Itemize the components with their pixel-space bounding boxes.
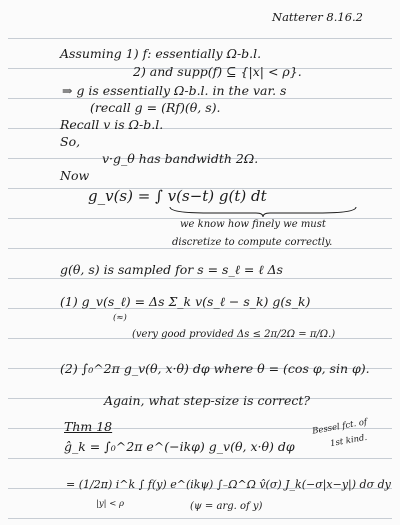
recall-g-line: (recall g = (Rf)(θ, s). bbox=[90, 100, 221, 115]
bessel-note-1: Bessel fct. of bbox=[311, 417, 368, 437]
bessel-note-2: 1st kind. bbox=[329, 432, 368, 450]
bandwidth-line: v·g_θ has bandwidth 2Ω. bbox=[102, 151, 259, 166]
assumption-1: Assuming 1) f: essentially Ω-b.l. bbox=[60, 46, 262, 61]
item-2-formula: (2) ∫₀^2π g_v(θ, x·θ) dφ where θ = (cos φ, sin φ). bbox=[60, 361, 370, 376]
item-1-formula: (1) g_v(s_ℓ) = Δs Σ_k v(s_ℓ − s_k) g(s_k) bbox=[60, 294, 311, 309]
sampling-line: g(θ, s) is sampled for s = s_ℓ = ℓ Δs bbox=[60, 262, 283, 277]
bessel-expansion: = (1/2π) i^k ∫ f(y) e^(ikψ) ∫₋Ω^Ω v̂(σ) J_k(−σ|x−y|) dσ dy bbox=[66, 478, 391, 491]
underbrace bbox=[168, 205, 358, 217]
question-line: Again, what step-size is correct? bbox=[104, 393, 311, 408]
psi-definition: (ψ = arg. of y) bbox=[190, 501, 263, 512]
implication-line: ⇒ g is essentially Ω-b.l. in the var. s bbox=[62, 83, 287, 98]
ghat-formula: ĝ_k = ∫₀^2π e^(−ikφ) g_v(θ, x·θ) dφ bbox=[64, 439, 295, 454]
ruled-line bbox=[8, 458, 392, 459]
note-line-2: discretize to compute correctly. bbox=[172, 237, 333, 248]
convolution-formula: g_v(s) = ∫ v(s−t) g(t) dt bbox=[88, 187, 267, 205]
theorem-label: Thm 18 bbox=[64, 419, 113, 434]
ruled-line bbox=[8, 98, 392, 99]
so-label: So, bbox=[60, 134, 81, 149]
ruled-line bbox=[8, 518, 392, 519]
ruled-line bbox=[8, 38, 392, 39]
note-line-1: we know how finely we must bbox=[180, 219, 326, 230]
item-1-condition: (very good provided Δs ≤ 2π/2Ω = π/Ω.) bbox=[132, 329, 336, 340]
now-label: Now bbox=[60, 168, 90, 183]
ruled-line bbox=[8, 278, 392, 279]
item-1-approx: (≈) bbox=[113, 313, 127, 323]
recall-v-line: Recall v is Ω-b.l. bbox=[60, 117, 164, 132]
assumption-2: 2) and supp(f) ⊆ {|x| < ρ}. bbox=[133, 64, 302, 79]
page-header: Natterer 8.16.2 bbox=[272, 10, 364, 24]
integration-domain: |y| < ρ bbox=[96, 499, 125, 509]
